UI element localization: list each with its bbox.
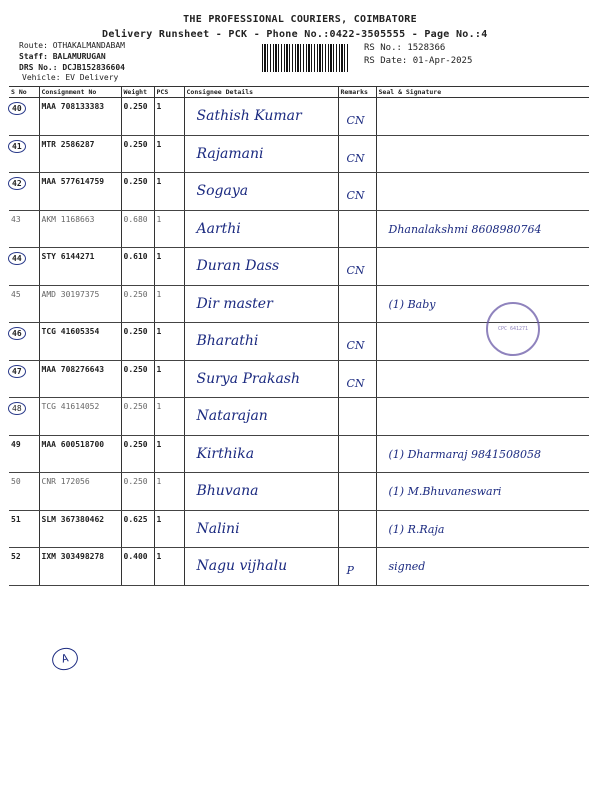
remark-handwriting: CN: [346, 189, 365, 202]
signature-handwriting: (1) Dharmaraj 9841508058: [388, 447, 541, 461]
cell-signature: [376, 510, 589, 548]
cell-consignee: [184, 435, 338, 473]
cell-weight: 0.250: [121, 435, 154, 473]
cell-consignee: [184, 398, 338, 436]
cell-pcs: 1: [154, 285, 184, 323]
signature-handwriting: (1) R.Raja: [388, 522, 445, 536]
consignee-handwriting: Natarajan: [196, 408, 268, 424]
consignee-handwriting: Surya Prakash: [196, 370, 300, 387]
col-consignee: Consignee Details: [184, 87, 338, 98]
cell-consignee: [184, 510, 338, 548]
cell-pcs: 1: [154, 248, 184, 286]
cell-pcs: 1: [154, 398, 184, 436]
cell-signature: [376, 435, 589, 473]
cell-pcs: 1: [154, 473, 184, 511]
col-pcs: PCS: [154, 87, 184, 98]
sno-circle: 47: [8, 365, 26, 378]
cell-consignment: TCG 41605354: [39, 323, 121, 361]
bottom-handwritten-mark: A: [50, 645, 81, 673]
cell-consignment: STY 6144271: [39, 248, 121, 286]
cell-remarks: [338, 473, 376, 511]
cell-sno: [9, 360, 39, 398]
cell-sno: [9, 473, 39, 511]
sno-circle: 40: [8, 102, 26, 115]
cell-remarks: [338, 98, 376, 136]
drs-label: DRS No.: DCJB152836604: [19, 63, 125, 72]
cell-consignment: CNR 172056: [39, 473, 121, 511]
table-header-row: [9, 87, 589, 98]
cell-remarks: [338, 398, 376, 436]
cell-remarks: [338, 173, 376, 211]
cell-sno: [9, 210, 39, 248]
cell-pcs: 1: [154, 210, 184, 248]
cell-signature: [376, 473, 589, 511]
cell-sno: [9, 398, 39, 436]
cell-signature: [376, 135, 589, 173]
cell-signature: [376, 285, 589, 323]
signature-handwriting: (1) Baby: [388, 297, 436, 311]
cell-pcs: 1: [154, 360, 184, 398]
cell-pcs: 1: [154, 510, 184, 548]
cell-remarks: [338, 435, 376, 473]
cell-consignment: MAA 577614759: [39, 173, 121, 211]
cell-signature: [376, 548, 589, 586]
cell-consignment: AMD 30197375: [39, 285, 121, 323]
cell-consignee: [184, 98, 338, 136]
cell-weight: 0.250: [121, 98, 154, 136]
sno-text: 51: [11, 514, 21, 524]
cell-consignment: IXM 303498278: [39, 548, 121, 586]
table-row: [9, 473, 589, 511]
cell-pcs: 1: [154, 173, 184, 211]
signature-handwriting: Dhanalakshmi 8608980764: [388, 222, 542, 236]
table-row: [9, 210, 589, 248]
cell-consignment: TCG 41614052: [39, 398, 121, 436]
company-title: THE PROFESSIONAL COURIERS, COIMBATORE: [183, 14, 417, 25]
table-row: [9, 510, 589, 548]
consignee-handwriting: Nalini: [196, 520, 240, 537]
cell-signature: [376, 210, 589, 248]
signature-handwriting: (1) M.Bhuvaneswari: [388, 485, 502, 498]
remark-handwriting: CN: [346, 264, 365, 277]
cell-consignee: [184, 248, 338, 286]
table-row: [9, 98, 589, 136]
cell-signature: [376, 323, 589, 361]
consignee-handwriting: Rajamani: [196, 145, 264, 162]
table-row: [9, 435, 589, 473]
sno-circle: 42: [8, 177, 26, 190]
cell-pcs: 1: [154, 98, 184, 136]
sno-circle: 41: [8, 140, 26, 153]
vehicle-label: Vehicle: EV Delivery: [22, 73, 119, 82]
col-consignment: Consignment No: [39, 87, 121, 98]
runsheet-title: Delivery Runsheet - PCK - Phone No.:0422-3505555 - Page No.:4: [102, 29, 488, 40]
col-signature: Seal & Signature: [376, 87, 589, 98]
cell-sno: [9, 548, 39, 586]
cell-pcs: 1: [154, 435, 184, 473]
cell-consignee: [184, 548, 338, 586]
cell-sno: [9, 135, 39, 173]
table-row: [9, 548, 589, 586]
consignee-handwriting: Nagu vijhalu: [196, 558, 288, 574]
route-label: Route: OTHAKALMANDABAM: [19, 41, 125, 50]
rs-number: RS No.: 1528366: [364, 43, 446, 53]
cell-consignment: MAA 708276643: [39, 360, 121, 398]
cell-pcs: 1: [154, 135, 184, 173]
cell-consignment: MTR 2586287: [39, 135, 121, 173]
cell-weight: 0.250: [121, 135, 154, 173]
cell-weight: 0.250: [121, 473, 154, 511]
table-row: [9, 135, 589, 173]
table-row: [9, 173, 589, 211]
col-remarks: Remarks: [338, 87, 376, 98]
cell-consignment: AKM 1168663: [39, 210, 121, 248]
cell-weight: 0.250: [121, 360, 154, 398]
consignee-handwriting: Duran Dass: [196, 258, 280, 274]
sno-text: 50: [11, 477, 21, 486]
cell-consignee: [184, 135, 338, 173]
sno-text: 52: [11, 552, 21, 561]
cell-remarks: [338, 248, 376, 286]
cell-weight: 0.625: [121, 510, 154, 548]
staff-label: Staff: BALAMURUGAN: [19, 52, 106, 61]
cell-sno: [9, 510, 39, 548]
cell-sno: [9, 435, 39, 473]
cell-consignee: [184, 285, 338, 323]
consignee-handwriting: Kirthika: [196, 445, 255, 462]
sno-text: 43: [11, 214, 21, 224]
signature-handwriting: signed: [388, 560, 426, 573]
col-weight: Weight: [121, 87, 154, 98]
cell-sno: [9, 323, 39, 361]
cell-pcs: 1: [154, 323, 184, 361]
cell-signature: [376, 360, 589, 398]
consignee-handwriting: Sathish Kumar: [196, 108, 302, 124]
rs-date: RS Date: 01-Apr-2025: [364, 56, 473, 66]
cell-weight: 0.400: [121, 548, 154, 586]
cell-weight: 0.250: [121, 323, 154, 361]
cell-sno: [9, 98, 39, 136]
cell-consignee: [184, 360, 338, 398]
consignee-handwriting: Aarthi: [196, 220, 241, 237]
cell-signature: [376, 398, 589, 436]
cell-remarks: [338, 323, 376, 361]
cell-remarks: [338, 135, 376, 173]
cell-sno: [9, 248, 39, 286]
cell-weight: 0.250: [121, 173, 154, 211]
cell-consignee: [184, 210, 338, 248]
sno-text: 45: [11, 289, 21, 299]
cell-signature: [376, 173, 589, 211]
sno-text: 49: [11, 439, 21, 449]
cell-weight: 0.610: [121, 248, 154, 286]
cell-sno: [9, 285, 39, 323]
cell-consignment: SLM 367380462: [39, 510, 121, 548]
cell-remarks: [338, 510, 376, 548]
consignee-handwriting: Sogaya: [196, 183, 249, 199]
remark-handwriting: CN: [346, 114, 365, 127]
sno-circle: 44: [8, 252, 26, 265]
col-sno: S No: [9, 87, 39, 98]
cell-remarks: [338, 548, 376, 586]
company-stamp: CPC 641271: [486, 302, 540, 356]
cell-pcs: 1: [154, 548, 184, 586]
cell-remarks: [338, 360, 376, 398]
sno-circle: 46: [8, 327, 26, 340]
cell-consignee: [184, 323, 338, 361]
cell-signature: [376, 248, 589, 286]
consignee-handwriting: Bharathi: [196, 333, 259, 349]
table-row: [9, 360, 589, 398]
cell-consignment: MAA 600518700: [39, 435, 121, 473]
remark-handwriting: CN: [346, 376, 365, 390]
barcode: [262, 44, 348, 72]
cell-consignee: [184, 173, 338, 211]
cell-weight: 0.680: [121, 210, 154, 248]
consignee-handwriting: Bhuvana: [196, 483, 259, 499]
remark-handwriting: CN: [346, 151, 365, 165]
consignee-handwriting: Dir master: [196, 295, 273, 312]
cell-weight: 0.250: [121, 398, 154, 436]
table-row: [9, 248, 589, 286]
cell-sno: [9, 173, 39, 211]
cell-remarks: [338, 285, 376, 323]
remark-handwriting: CN: [346, 339, 365, 352]
cell-consignment: MAA 708133383: [39, 98, 121, 136]
cell-consignee: [184, 473, 338, 511]
cell-weight: 0.250: [121, 285, 154, 323]
cell-signature: [376, 98, 589, 136]
cell-remarks: [338, 210, 376, 248]
sno-circle: 48: [8, 402, 26, 415]
table-row: [9, 398, 589, 436]
remark-handwriting: P: [346, 564, 354, 577]
